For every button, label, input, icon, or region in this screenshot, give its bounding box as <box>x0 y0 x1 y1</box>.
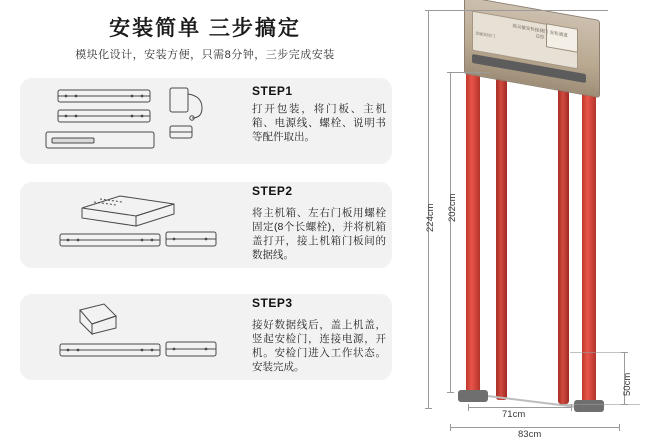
step1-text-column <box>242 78 392 164</box>
dim-tick-71-right <box>571 404 572 411</box>
dim-guide-depth-top <box>570 352 626 353</box>
step-card-1[interactable] <box>20 78 392 164</box>
gate-brand-label: 金属安检门 <box>475 30 495 39</box>
dim-line-width-outer <box>450 427 620 428</box>
dim-tick-224-bottom <box>425 408 432 409</box>
dim-line-height-inner <box>450 72 451 392</box>
dim-tick-71-left <box>468 404 469 411</box>
gate-foot-right <box>574 400 604 412</box>
dim-tick-202-bottom <box>447 392 454 393</box>
dim-label-depth: 50cm <box>622 372 633 396</box>
dim-label-height-inner: 202cm <box>447 193 458 222</box>
step2-assembly-illustration <box>20 182 238 268</box>
step3-standup-illustration <box>20 294 238 380</box>
step2-description: 将主机箱、左右门板用螺栓固定(8个长螺栓)，并将机箱盖打开，接上机箱门板间的数据线。 <box>252 207 386 261</box>
gate-right-inner-pillar <box>558 48 569 404</box>
dim-label-height-outer: 224cm <box>425 203 436 232</box>
dim-guide-top-inner <box>450 72 490 73</box>
page-subtitle: 模块化设计，安装方便，只需8分钟，三步完成安装 <box>75 49 335 61</box>
product-drawing-panel <box>410 0 653 442</box>
dim-tick-83-left <box>450 424 451 431</box>
step2-text-column <box>242 182 392 268</box>
step3-description: 接好数据线后，盖上机盖，竖起安检门，连接电源，开机。安检门进入工作状态。安装完成。 <box>252 319 386 373</box>
dim-line-width-inner <box>468 407 572 408</box>
gate-left-inner-pillar <box>496 28 507 400</box>
gate-screen-label: 高灵敏安检探测门 安检通道 总控 <box>512 23 568 40</box>
security-gate-illustration <box>450 8 620 408</box>
step3-label: STEP3 <box>252 296 293 310</box>
dim-guide-top-outer <box>428 10 608 11</box>
step1-description: 打开包装，将门板、主机箱、电源线、螺栓、说明书等配件取出。 <box>252 103 386 143</box>
dim-label-width-outer: 83cm <box>518 429 542 440</box>
dim-label-width-inner: 71cm <box>502 409 526 420</box>
step1-label: STEP1 <box>252 84 293 98</box>
step1-parts-illustration <box>20 78 238 164</box>
step-card-3[interactable] <box>20 294 392 380</box>
dim-guide-bottom-right <box>560 404 640 405</box>
page-title: 安装简单 三步搞定 <box>109 17 301 40</box>
dim-tick-83-right <box>619 424 620 431</box>
gate-foot-left <box>458 390 488 402</box>
step3-text-column <box>242 294 392 380</box>
step-card-2[interactable] <box>20 182 392 268</box>
step2-label: STEP2 <box>252 184 293 198</box>
